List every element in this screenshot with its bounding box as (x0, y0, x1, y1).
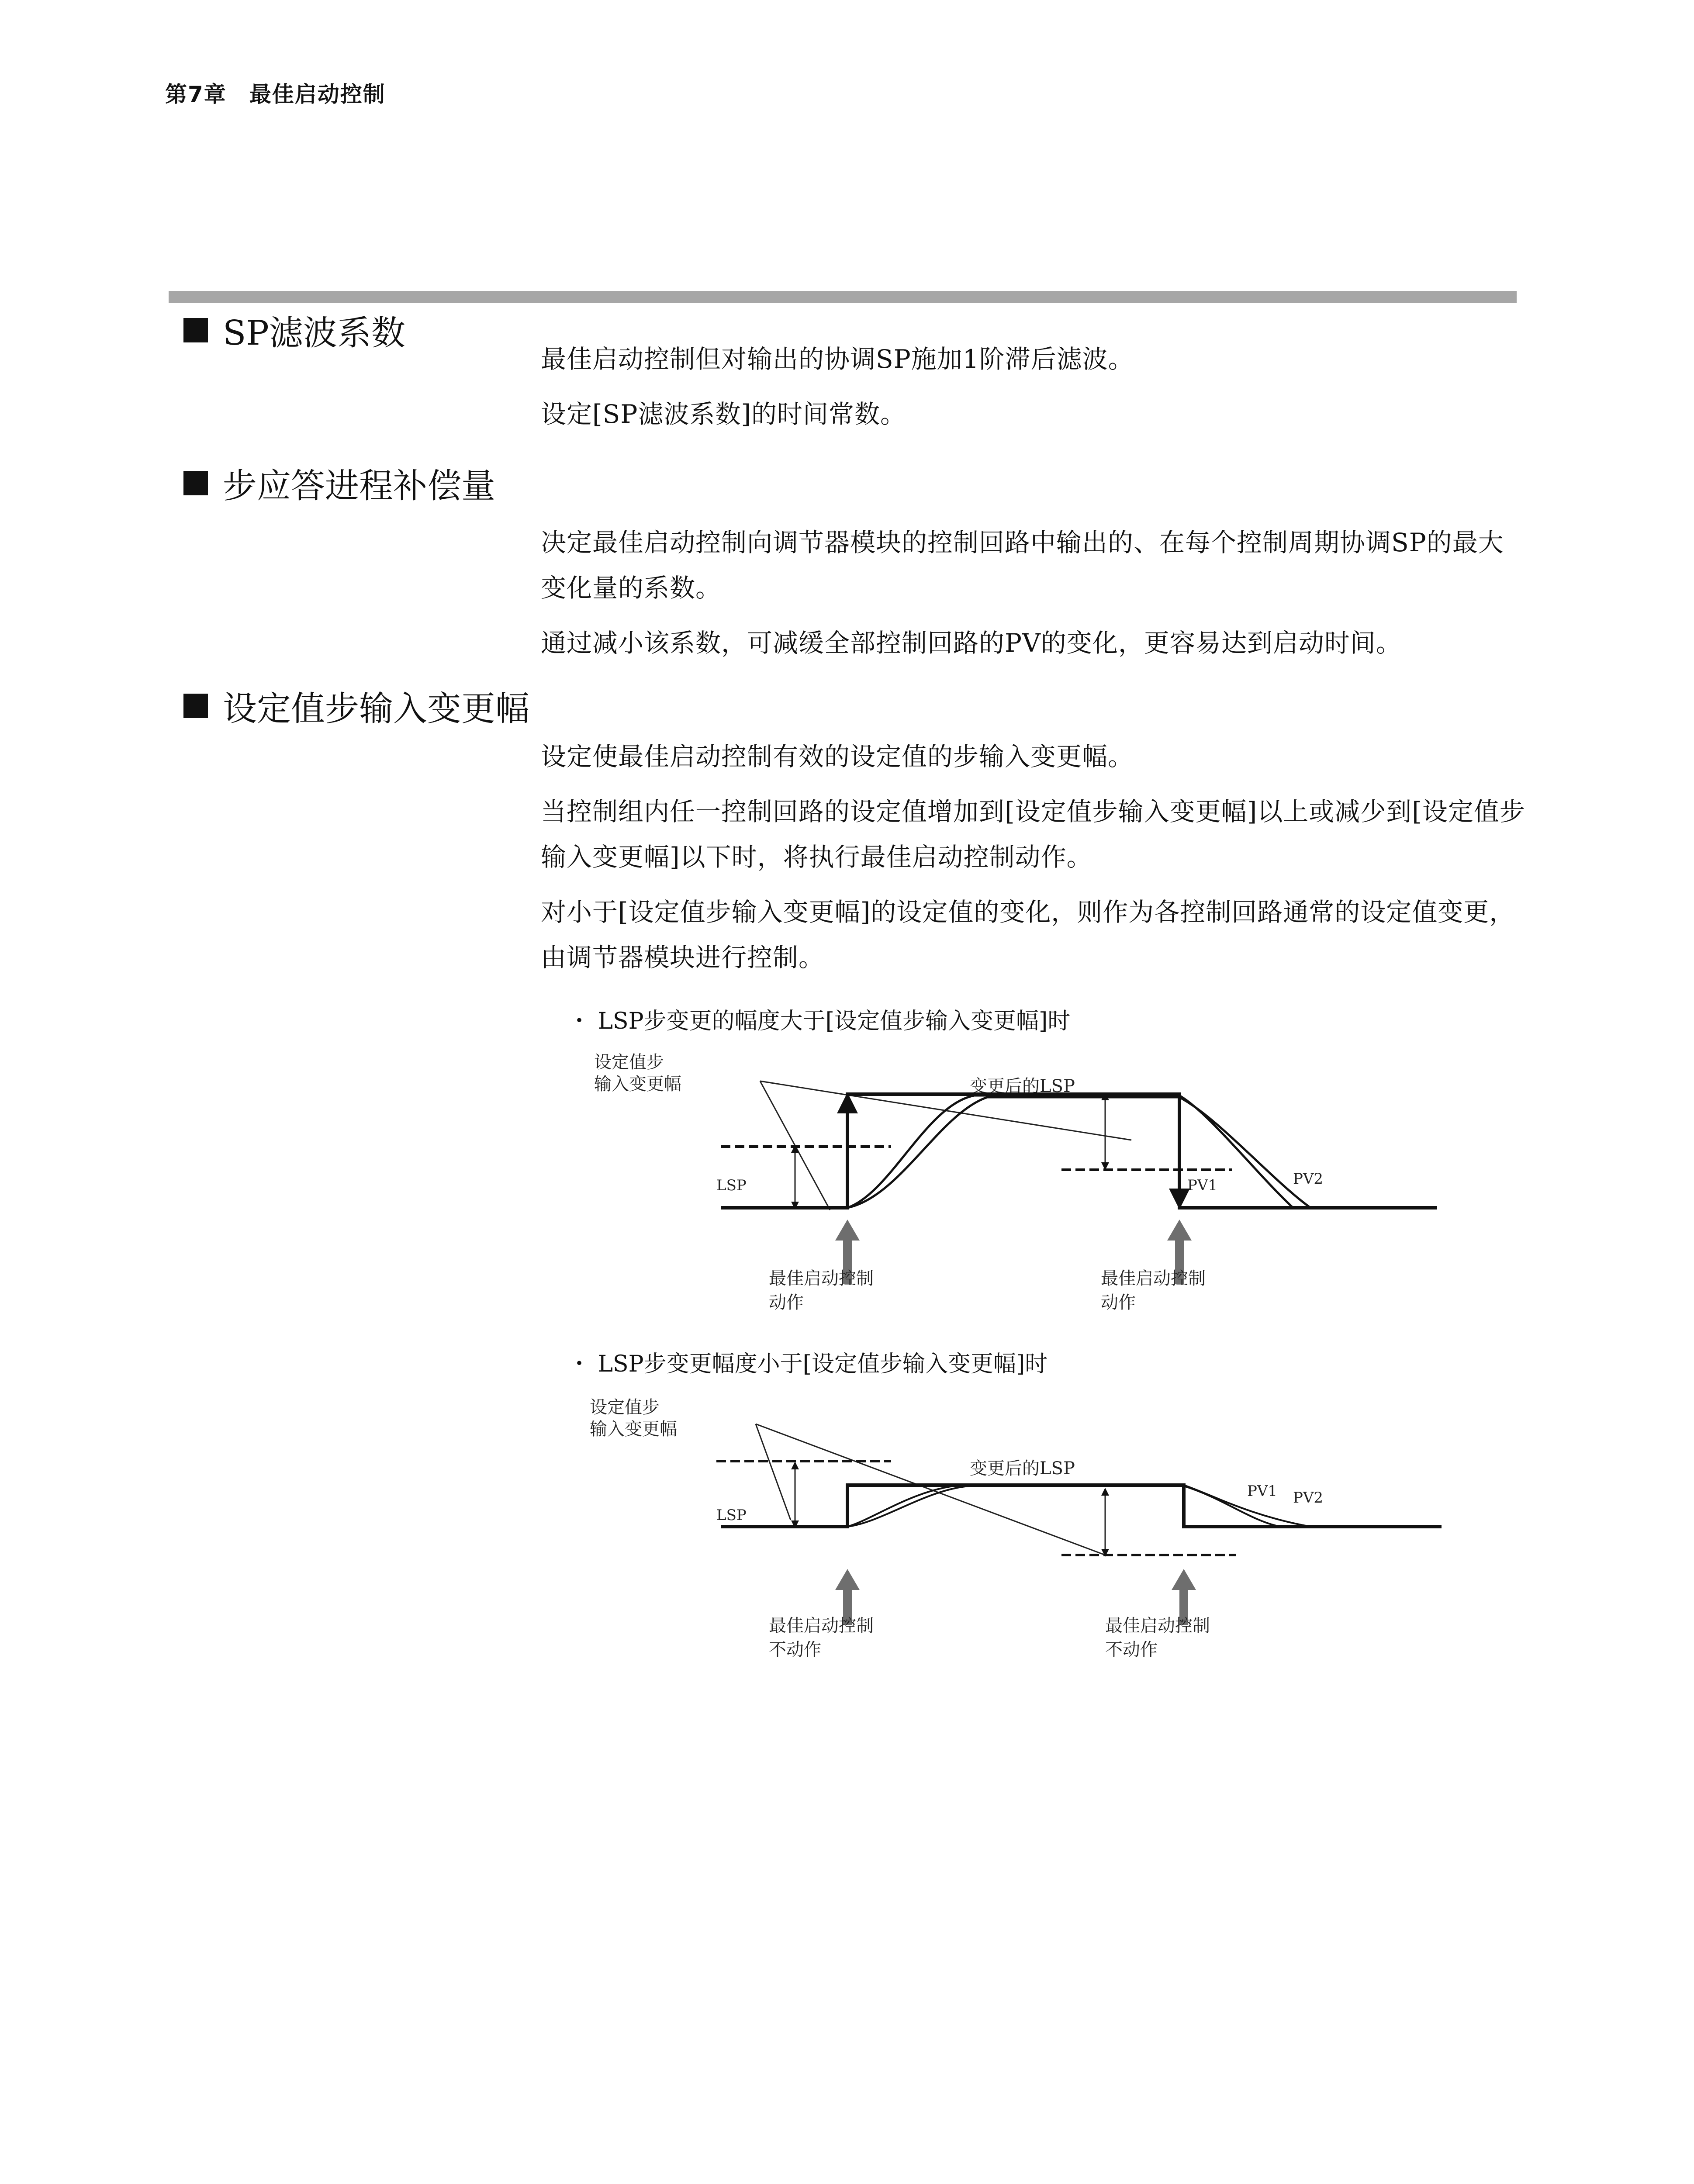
right-action-label-1: 最佳启动控制 (1101, 1268, 1206, 1289)
right-trigger-arrow-head (1167, 1220, 1192, 1241)
section-body-sp-filter (541, 336, 1528, 446)
left-trigger-arrow-head (835, 1569, 860, 1590)
label-after-lsp: 变更后的LSP (970, 1458, 1075, 1479)
right-action-label-2: 动作 (1101, 1292, 1136, 1313)
section-divider (169, 291, 1517, 303)
section-title-sp-filter (183, 306, 405, 355)
diagram-caption-small-step: ・ LSP步变更幅度小于[设定值步输入变更幅]时 (568, 1351, 1048, 1377)
square-bullet-icon (183, 318, 208, 342)
label-after-lsp: 变更后的LSP (970, 1076, 1075, 1096)
pv2-curve (847, 1095, 1293, 1208)
right-trigger-arrow-head (1172, 1569, 1196, 1590)
section-body-step-input (541, 734, 1528, 990)
diagram-caption-large-step: ・ LSP步变更的幅度大于[设定值步输入变更幅]时 (568, 1008, 1071, 1034)
right-action-label-2: 不动作 (1105, 1640, 1158, 1660)
diagram-large-step (568, 1040, 1485, 1324)
paragraph: 设定使最佳启动控制有效的设定值的步输入变更幅。 (541, 742, 1134, 771)
label-pv1: PV1 (1187, 1177, 1218, 1194)
left-action-label-1: 最佳启动控制 (769, 1268, 874, 1289)
label-pv1: PV1 (1247, 1482, 1278, 1500)
left-action-label-2: 不动作 (769, 1640, 821, 1660)
leader-line (756, 1424, 1105, 1555)
square-bullet-icon (183, 694, 208, 718)
right-action-label-1: 最佳启动控制 (1105, 1616, 1210, 1636)
left-trigger-arrow-head (835, 1220, 860, 1241)
paragraph: 通过减小该系数，可减缓全部控制回路的PV的变化，更容易达到启动时间。 (541, 628, 1402, 658)
section-title-text: 设定值步输入变更幅 (223, 689, 530, 729)
label-pv2: PV2 (1293, 1170, 1324, 1188)
label-step-width-1: 设定值步 (590, 1397, 660, 1417)
label-pv2: PV2 (1293, 1489, 1324, 1507)
paragraph: 设定[SP滤波系数]的时间常数。 (541, 399, 906, 429)
lsp-step-line (721, 1094, 1437, 1208)
paragraph: 决定最佳启动控制向调节器模块的控制回路中输出的、在每个控制周期协调SP的最大变化量的系数。 (541, 528, 1504, 603)
pv2-curve (847, 1485, 1310, 1527)
section-title-step-input (183, 681, 529, 730)
section-title-text: SP滤波系数 (223, 314, 405, 353)
label-step-width-2: 输入变更幅 (594, 1074, 681, 1094)
diagram-small-step (568, 1380, 1485, 1664)
paragraph: 对小于[设定值步输入变更幅]的设定值的变化，则作为各控制回路通常的设定值变更，由调节器模块进行控制。 (541, 897, 1515, 972)
chapter-header: 第7章 最佳启动控制 (165, 82, 386, 107)
lsp-step-line (721, 1485, 1442, 1527)
pv1-curve (847, 1486, 1280, 1527)
label-step-width-1: 设定值步 (594, 1052, 664, 1072)
left-action-label-1: 最佳启动控制 (769, 1616, 874, 1636)
label-lsp: LSP (716, 1507, 747, 1524)
section-title-step-compensation (183, 459, 495, 508)
left-action-label-2: 动作 (769, 1292, 804, 1313)
leader-line (756, 1424, 791, 1520)
label-step-width-2: 输入变更幅 (590, 1419, 677, 1439)
section-title-text: 步应答进程补偿量 (223, 467, 496, 506)
paragraph: 当控制组内任一控制回路的设定值增加到[设定值步输入变更幅]以上或减少到[设定值步输入变更幅]以下时，将执行最佳启动控制动作。 (541, 797, 1525, 872)
paragraph: 最佳启动控制但对输出的协调SP施加1阶滞后滤波。 (541, 344, 1134, 374)
square-bullet-icon (183, 471, 208, 495)
section-body-step-compensation (541, 520, 1528, 675)
label-lsp: LSP (716, 1177, 747, 1194)
